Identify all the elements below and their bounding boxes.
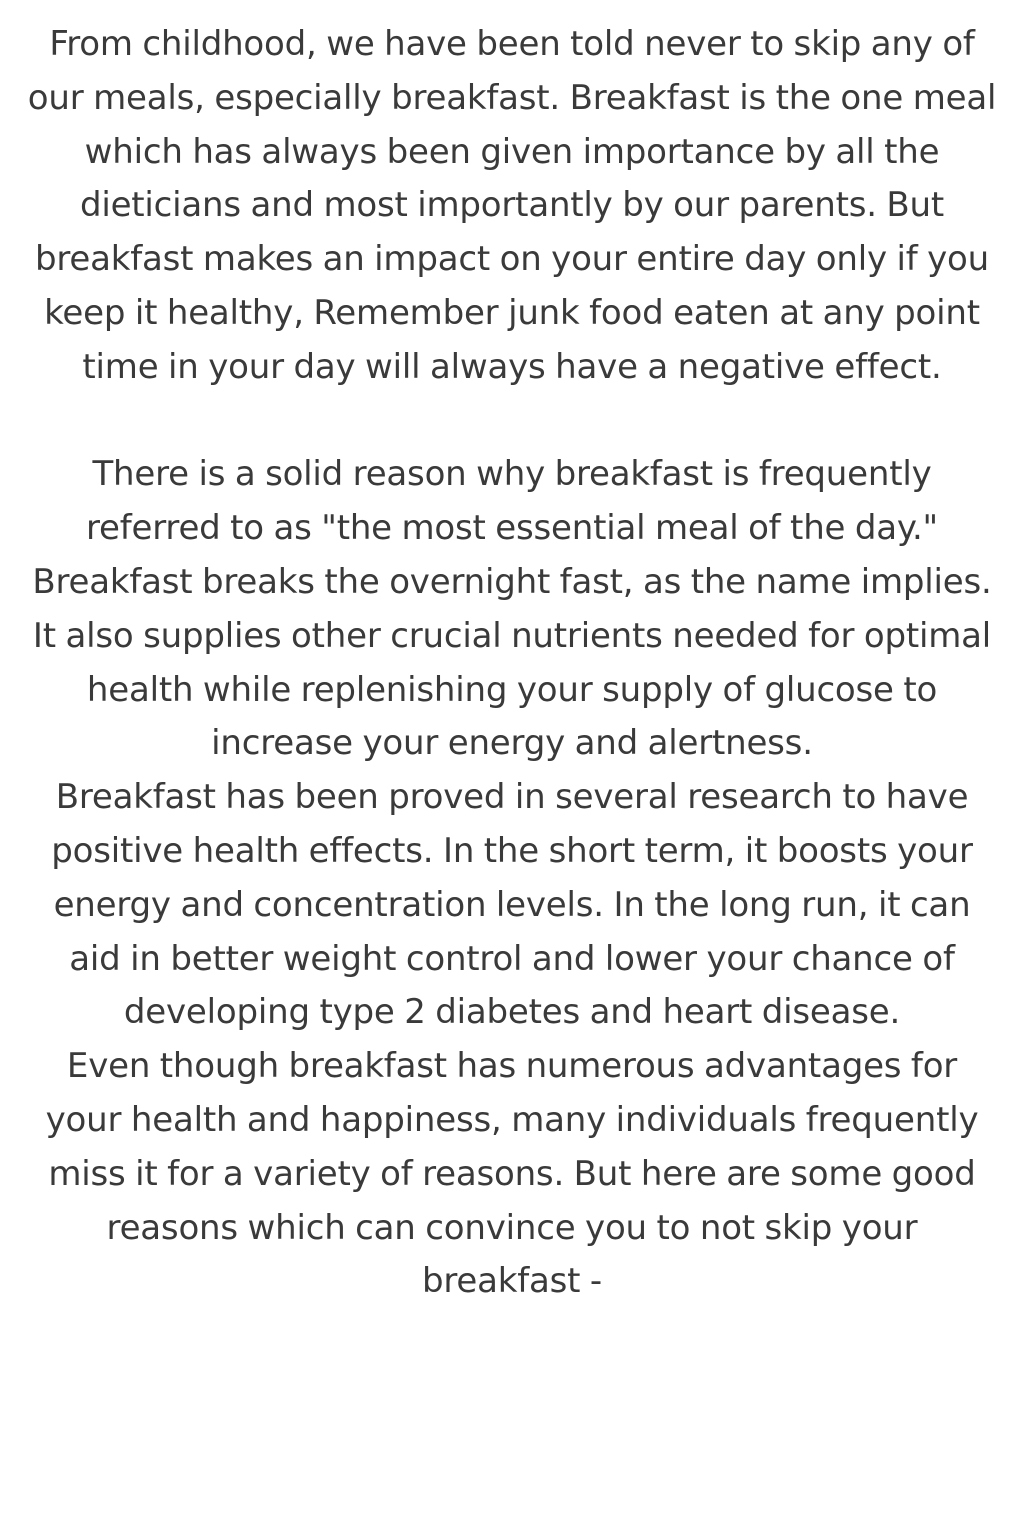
paragraph-childhood-breakfast: From childhood, we have been told never to skip any of our meals, especially breakfast. Breakfast is the one meal which has always been given importance by all the dieticians and most importantly by our parents. But breakfast makes an impact on your entire day only if you keep it healthy, Remember junk food eaten at any point time in your day will always have a negative effect. bbox=[27, 24, 997, 387]
paragraph-essential-meal: There is a solid reason why breakfast is frequently referred to as "the most essential meal of the day." Breakfast breaks the overnight fast, as the name implies. It also supplies other crucial nutrients needed for optimal health while replenishing your supply of glucose to increase your energy and alertness. bbox=[32, 454, 992, 764]
article-body bbox=[26, 18, 998, 1309]
paragraph-health-effects: Breakfast has been proved in several research to have positive health effects. In the short term, it boosts your energy and concentration levels. In the long run, it can aid in better weight control and lower your chance of developing type 2 diabetes and heart disease. bbox=[51, 777, 973, 1033]
paragraph-spacer bbox=[26, 395, 998, 449]
paragraph-reasons-intro: Even though breakfast has numerous advantages for your health and happiness, many individuals frequently miss it for a variety of reasons. But here are some good reasons which can convince you to not skip your breakfast - bbox=[45, 1046, 979, 1302]
